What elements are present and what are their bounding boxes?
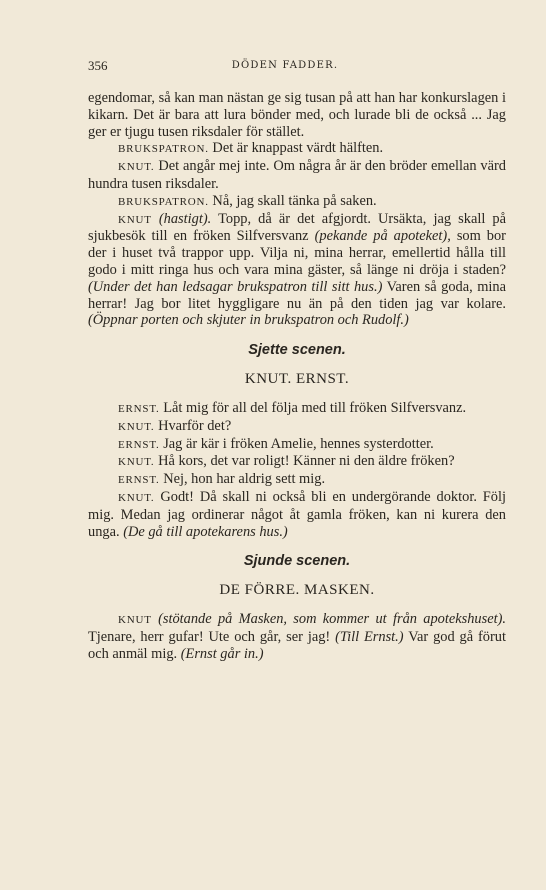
speaker: ERNST. xyxy=(118,438,160,451)
line-text: Det angår mej inte. Om några år är den bröder emellan värd hundra tusen riksdaler. xyxy=(88,158,506,192)
line-text: Hvarför det? xyxy=(158,417,232,434)
line-text: Topp, då är det afgjordt. Ursäkta, jag skall på sjukbesök till en fröken Silfversvanz xyxy=(88,210,507,245)
stage-direction: (pekande på apoteket), xyxy=(314,228,451,245)
stage-direction: (Ernst går in.) xyxy=(180,645,264,662)
dialogue-line xyxy=(88,158,506,193)
stage-direction: (Under det han ledsagar brukspatron till sitt hus.) xyxy=(88,278,383,295)
stage-direction: (stötande på Masken, som kommer ut från apotekshuset). xyxy=(158,611,506,628)
scene-title: Sjette scenen. xyxy=(248,342,346,359)
stage-direction: (Öppnar porten och skjuter in brukspatron och Rudolf.) xyxy=(88,312,409,329)
dialogue-line xyxy=(88,471,506,489)
dialogue-line xyxy=(88,611,506,662)
cast-list: DE FÖRRE. MASKEN. xyxy=(219,582,375,599)
paragraph: egendomar, så kan man nästan ge sig tusan på att han har konkurslagen i kikarn. Det är bara att lura bönder med, och lurade bli de också ... Jag ger er tjugu tusen riksdaler för stället. xyxy=(88,90,506,140)
scene-title: Sjunde scenen. xyxy=(243,553,351,570)
line-text: Nå, jag skall tänka på saken. xyxy=(212,192,377,209)
speaker: KNUT. xyxy=(118,456,155,469)
dialogue-line xyxy=(88,211,506,330)
speaker: BRUKSPATRON. xyxy=(118,143,209,156)
stage-direction: (De gå till apotekarens hus.) xyxy=(123,523,288,540)
dialogue-line xyxy=(88,193,506,211)
speaker: ERNST. xyxy=(118,474,160,487)
dialogue-line xyxy=(88,400,506,418)
line-text: Det är knappast värdt hälften. xyxy=(212,140,384,157)
page-body xyxy=(88,90,506,663)
speaker: KNUT. xyxy=(118,420,155,433)
line-text: Låt mig för all del följa med till fröken Silfversvanz. xyxy=(163,399,467,416)
speaker: KNUT. xyxy=(118,161,155,174)
speaker: KNUT xyxy=(118,213,152,226)
line-text: Hå kors, det var roligt! Känner ni den äldre fröken? xyxy=(158,453,455,470)
line-text: Tjenare, herr gufar! Ute och går, ser jag! xyxy=(88,628,331,645)
dialogue-line xyxy=(88,436,506,454)
dialogue-line xyxy=(88,453,506,471)
speaker: ERNST. xyxy=(118,402,160,415)
speaker: KNUT xyxy=(118,614,152,627)
line-text: som bor der i huset två trappor upp. Vilja ni, mina herrar, emellertid hålla till godo i mitt ringa hus och vara mina gäster, så länge ni dröja i staden? xyxy=(88,228,506,278)
line-text: Varen så goda, mina herrar! Jag bor litet hyggligare nu än på den tiden jag var kolare. xyxy=(88,278,507,312)
line-text: Jag är kär i fröken Amelie, hennes systerdotter. xyxy=(163,435,434,452)
stage-direction: (Till Ernst.) xyxy=(335,628,404,645)
running-head: DÖDEN FADDER. xyxy=(231,60,339,71)
dialogue-line xyxy=(88,418,506,436)
line-text: Nej, hon har aldrig sett mig. xyxy=(163,471,326,488)
page-number: 356 xyxy=(88,58,108,73)
dialogue-line xyxy=(88,140,506,158)
line-text: Var god gå förut och anmäl mig. xyxy=(88,628,506,662)
cast-list: KNUT. ERNST. xyxy=(244,371,350,388)
dialogue-line xyxy=(88,489,506,540)
speaker: BRUKSPATRON. xyxy=(118,195,209,208)
stage-direction: (hastigt). xyxy=(158,210,212,227)
line-text: Godt! Då skall ni också bli en undergörande doktor. Följ mig. Medan jag ordinerar något åt gamla fröken, kan ni kurera den unga. xyxy=(88,488,506,540)
speaker: KNUT. xyxy=(118,491,155,504)
